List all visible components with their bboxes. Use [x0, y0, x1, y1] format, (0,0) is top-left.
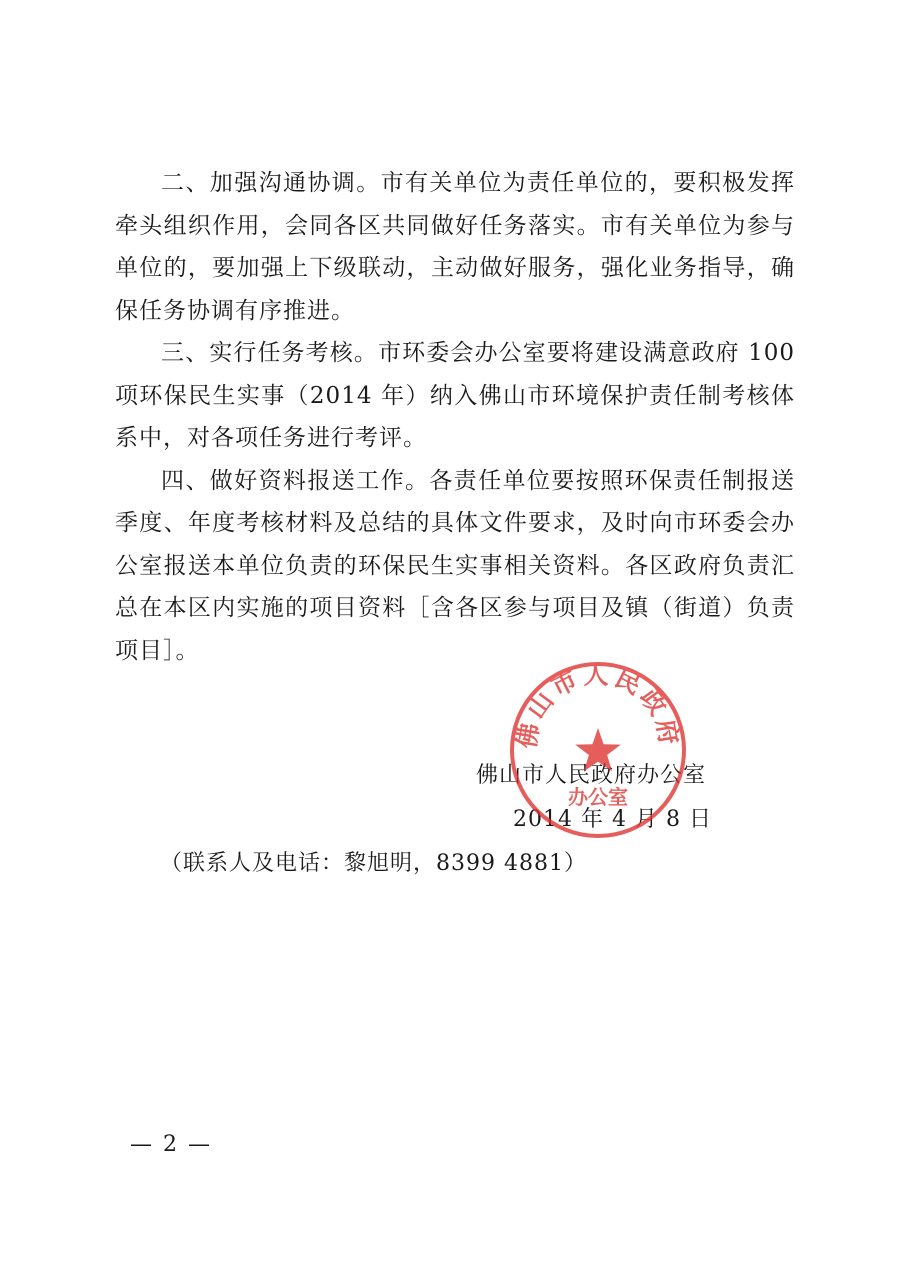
svg-text:办公室: 办公室 [568, 785, 628, 809]
svg-text:佛山市人民政府: 佛山市人民政府 [511, 660, 685, 751]
contact-info: （联系人及电话：黎旭明，8399 4881） [160, 851, 587, 876]
paragraph-assessment: 三、实行任务考核。市环委会办公室要将建设满意政府 100 项环保民生实事（2014 年）纳入佛山市环境保护责任制考核体系中，对各项任务进行考评。 [115, 340, 795, 451]
paragraph-reporting: 四、做好资料报送工作。各责任单位要按照环保责任制报送季度、年度考核材料及总结的具体文件要求，及时向市环委会办公室报送本单位负责的环保民生实事相关资料。各区政府负责汇总在本区内实施的项目资料［含各区参与项目及镇（街道）负责项目］。 [115, 467, 795, 664]
paragraph-communication: 二、加强沟通协调。市有关单位为责任单位的，要积极发挥牵头组织作用，会同各区共同做好任务落实。市有关单位为参与单位的，要加强上下级联动，主动做好服务，强化业务指导，确保任务协调有序推进。 [115, 170, 795, 324]
signature-date: 2014 年 4 月 8 日 [513, 807, 712, 832]
page-number: — 2 — [130, 1132, 212, 1157]
official-seal-icon [508, 660, 688, 840]
signature-organization: 佛山市人民政府办公室 [476, 763, 707, 788]
document-body [115, 162, 795, 672]
